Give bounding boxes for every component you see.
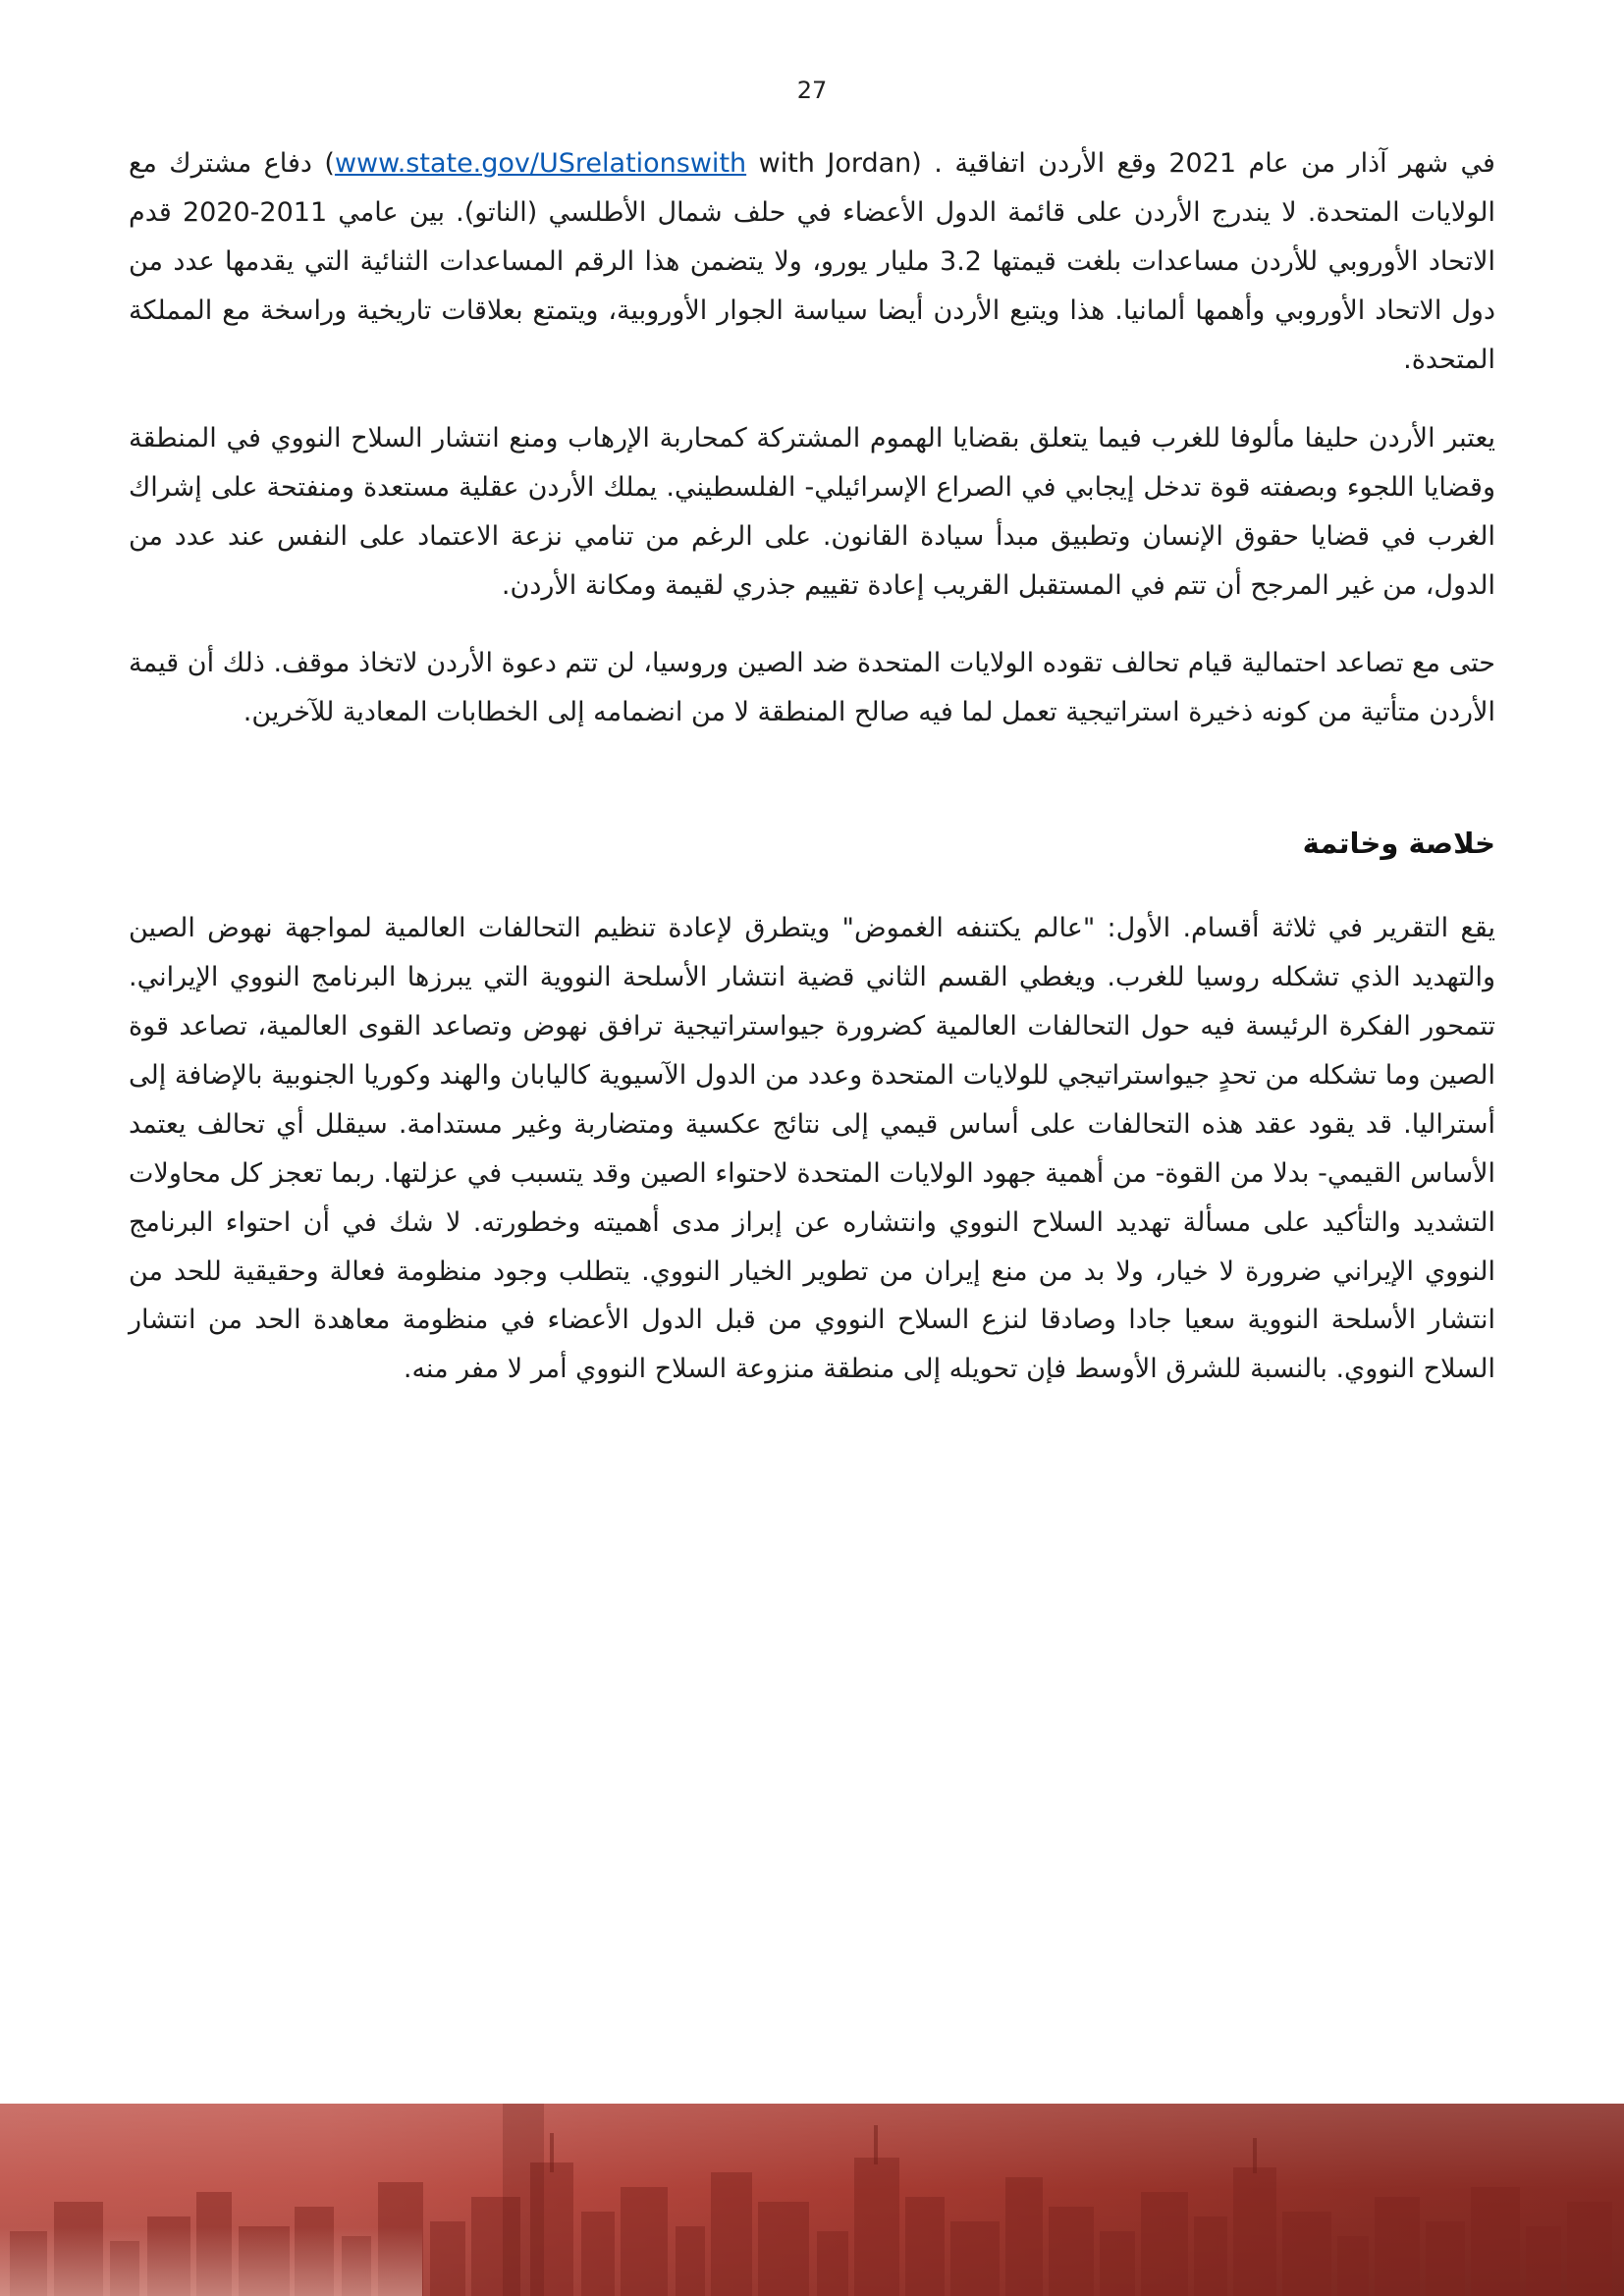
paragraph-us-coalition-stance: حتى مع تصاعد احتمالية قيام تحالف تقوده الولايات المتحدة ضد الصين وروسيا، لن تتم دعوة الأردن لاتخاذ موقف. ذلك أن قيمة الأردن متأتية من كونه ذخيرة استراتيجية تعمل لما فيه صالح المنطقة لا من انضمامه إلى الخطابات المعادية للآخرين. [129,648,1495,728]
citation-link-suffix: with Jordan [746,148,912,179]
paragraph-text: في شهر آذار من عام 2021 وقع الأردن اتفاقية [954,148,1495,179]
citation-close-paren: ) . [911,148,943,179]
paragraph-us-eu-uk-relations [129,139,1495,385]
state-gov-link[interactable]: www.state.gov/USrelationswith [334,148,747,179]
footer-banner [0,2104,1624,2296]
paragraph-jordan-west-ally: يعتبر الأردن حليفا مألوفا للغرب فيما يتعلق بقضايا الهموم المشتركة كمحاربة الإرهاب ومنع انتشار السلاح النووي في المنطقة وقضايا اللجوء وبصفته قوة تدخل إيجابي في الصراع الإسرائيلي- الفلسطيني. يملك الأردن عقلية مستعدة ومنفتحة على إشراك الغرب في قضايا حقوق الإنسان وتطبيق مبدأ سيادة القانون. على الرغم من تنامي نزعة الاعتماد على النفس عند عدد من الدول، من غير المرجح أن تتم في المستقبل القريب إعادة تقييم جذري لقيمة ومكانة الأردن. [129,422,1495,601]
citation [324,148,943,179]
citation-open-paren: ( [324,148,335,179]
document-body [129,139,1495,1423]
paragraph-text: دفاع مشترك مع الولايات المتحدة. لا يندرج الأردن على قائمة الدول الأعضاء في حلف شمال الأطلسي (الناتو). بين عامي 2011-2020 قدم الاتحاد الأوروبي للأردن مساعدات بلغت قيمتها 3.2 مليار يورو، ولا يتضمن هذا الرقم المساعدات الثنائية التي يقدمها عدد من دول الاتحاد الأوروبي وأهمها ألمانيا. هذا ويتبع الأردن أيضا سياسة الجوار الأوروبية، ويتمتع بعلاقات تاريخية وراسخة مع المملكة المتحدة. [129,148,1495,375]
footer-light-haze [0,2227,422,2296]
page-number: 27 [796,77,828,104]
paragraph-report-summary: يقع التقرير في ثلاثة أقسام. الأول: "عالم يكتنفه الغموض" ويتطرق لإعادة تنظيم التحالفات العالمية لمواجهة نهوض الصين والتهديد الذي تشكله روسيا للغرب. ويغطي القسم الثاني قضية انتشار الأسلحة النووية التي يبرزها البرنامج النووي الإيراني. تتمحور الفكرة الرئيسة فيه حول التحالفات العالمية كضرورة جيواستراتيجية ترافق نهوض وتصاعد القوى العالمية، تصاعد قوة الصين وما تشكله من تحدٍ جيواستراتيجي للولايات المتحدة وعدد من الدول الآسيوية كاليابان والهند وكوريا الجنوبية بالإضافة إلى أستراليا. قد يقود عقد هذه التحالفات على أساس قيمي إلى نتائج عكسية ومتضاربة وغير مستدامة. سيقلل أي تحالف يعتمد الأساس القيمي- بدلا من القوة- من أهمية جهود الولايات المتحدة لاحتواء الصين وقد يتسبب في عزلتها. ربما تعجز كل محاولات التشديد والتأكيد على مسألة تهديد السلاح النووي وانتشاره عن إبراز مدى أهميته وخطورته. لا شك في أن احتواء البرنامج النووي الإيراني ضرورة لا خيار، ولا بد من منع إيران من تطوير الخيار النووي. يتطلب وجود منظومة فعالة وحقيقية للحد من انتشار الأسلحة النووية سعيا جادا وصادقا لنزع السلاح النووي من قبل الدول الأعضاء في منظومة معاهدة الحد من انتشار السلاح النووي. بالنسبة للشرق الأوسط فإن تحويله إلى منطقة منزوعة السلاح النووي أمر لا مفر منه. [129,912,1495,1385]
section-heading-summary-conclusion: خلاصة وخاتمة [1302,827,1495,861]
footer-panel-divider [503,2104,544,2296]
